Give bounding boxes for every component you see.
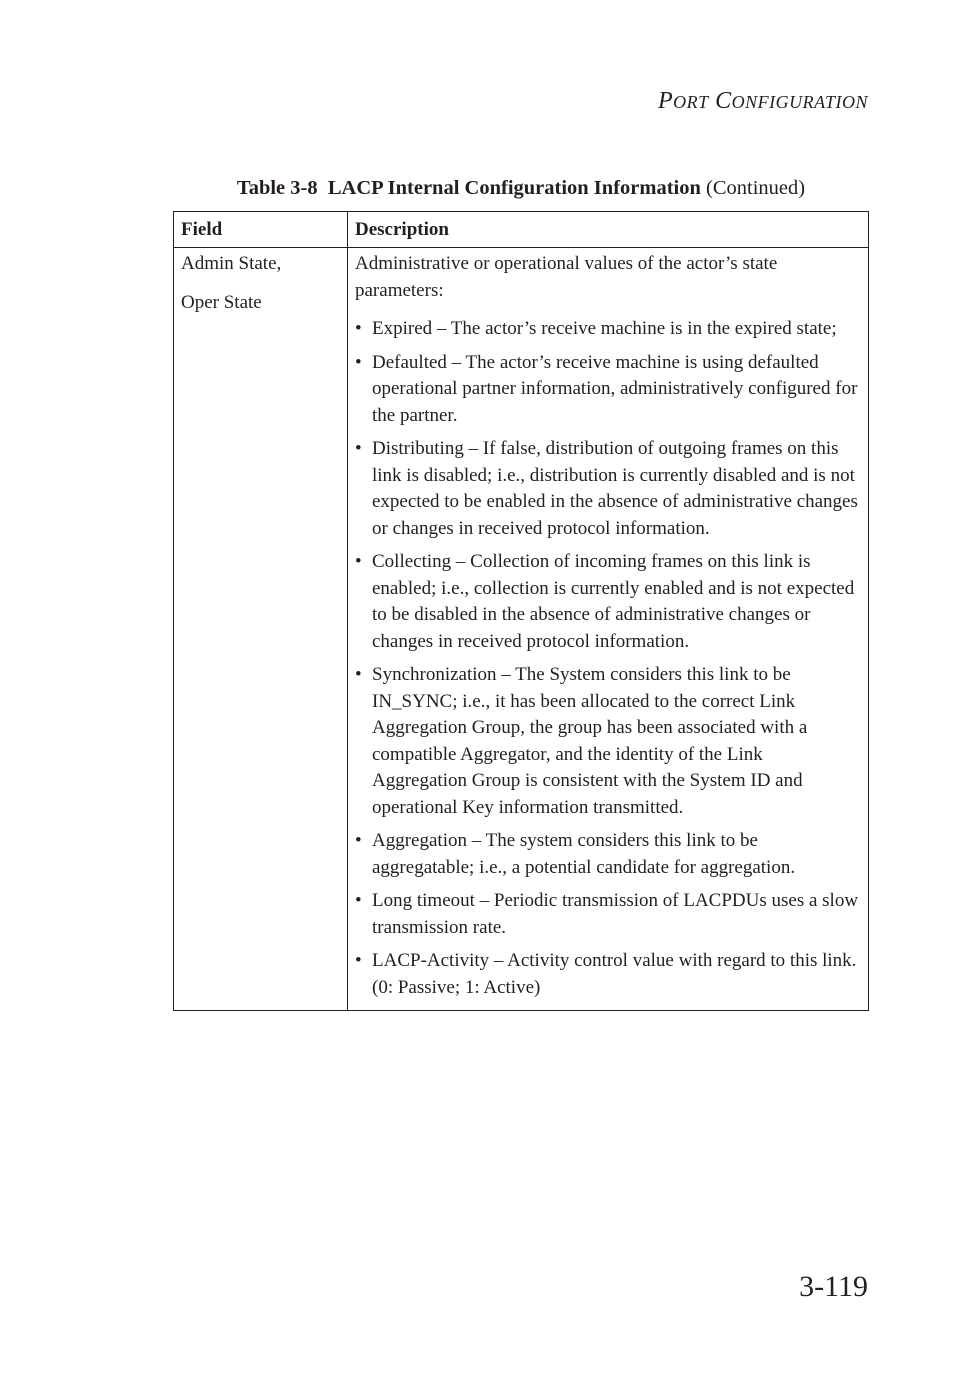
description-cell (348, 248, 869, 1011)
description-intro: Administrative or operational values of the actor’s state parameters: (355, 253, 778, 301)
column-header-description: Description (348, 212, 869, 248)
table-row (174, 248, 869, 1011)
list-item-aggregation: • Aggregation – The system considers this link to be aggregatable; i.e., a potential candidate for aggregation. (355, 828, 860, 881)
table-caption-continued: (Continued) (706, 177, 806, 199)
state-parameter-list (355, 316, 860, 1001)
field-name-oper-state: Oper State (181, 291, 262, 313)
running-header-initial-1: P (657, 88, 674, 114)
list-item-collecting: • Collecting – Collection of incoming frames on this link is enabled; i.e., collection is currently enabled and is not expected to be disabled in the absence of administrative changes or changes in received protocol information. (355, 549, 860, 655)
running-header (658, 88, 868, 115)
field-cell (174, 248, 348, 1011)
running-header-word-1: ORT (673, 92, 709, 112)
table-caption-label: Table 3-8 LACP Internal Configuration Information (236, 177, 701, 199)
list-item-expired: • Expired – The actor’s receive machine is in the expired state; (355, 316, 860, 343)
column-header-field: Field (174, 212, 348, 248)
page-number: 3-119 (799, 1270, 868, 1303)
lacp-internal-config-table (173, 211, 869, 1011)
list-item-defaulted: • Defaulted – The actor’s receive machine is using defaulted operational partner information, administratively configured for the partner. (355, 350, 860, 430)
table-header-row (174, 212, 869, 248)
running-header-word-2: ONFIGURATION (731, 92, 868, 112)
list-item-lacp-activity: • LACP-Activity – Activity control value with regard to this link. (0: Passive; 1: Active) (355, 948, 860, 1001)
table-caption (173, 177, 869, 200)
field-name-admin-state: Admin State, (181, 253, 282, 274)
list-item-synchronization: • Synchronization – The System considers this link to be IN_SYNC; i.e., it has been allocated to the correct Link Aggregation Group, the group has been associated with a compatible Aggregator, and the identity of the Link Aggregation Group is consistent with the System ID and operational Key information transmitted. (355, 662, 860, 821)
list-item-long-timeout: • Long timeout – Periodic transmission of LACPDUs uses a slow transmission rate. (355, 888, 860, 941)
running-header-initial-2: C (715, 88, 732, 114)
list-item-distributing: • Distributing – If false, distribution of outgoing frames on this link is disabled; i.e., distribution is currently disabled and is not expected to be enabled in the absence of administrative changes or changes in received protocol information. (355, 436, 860, 542)
